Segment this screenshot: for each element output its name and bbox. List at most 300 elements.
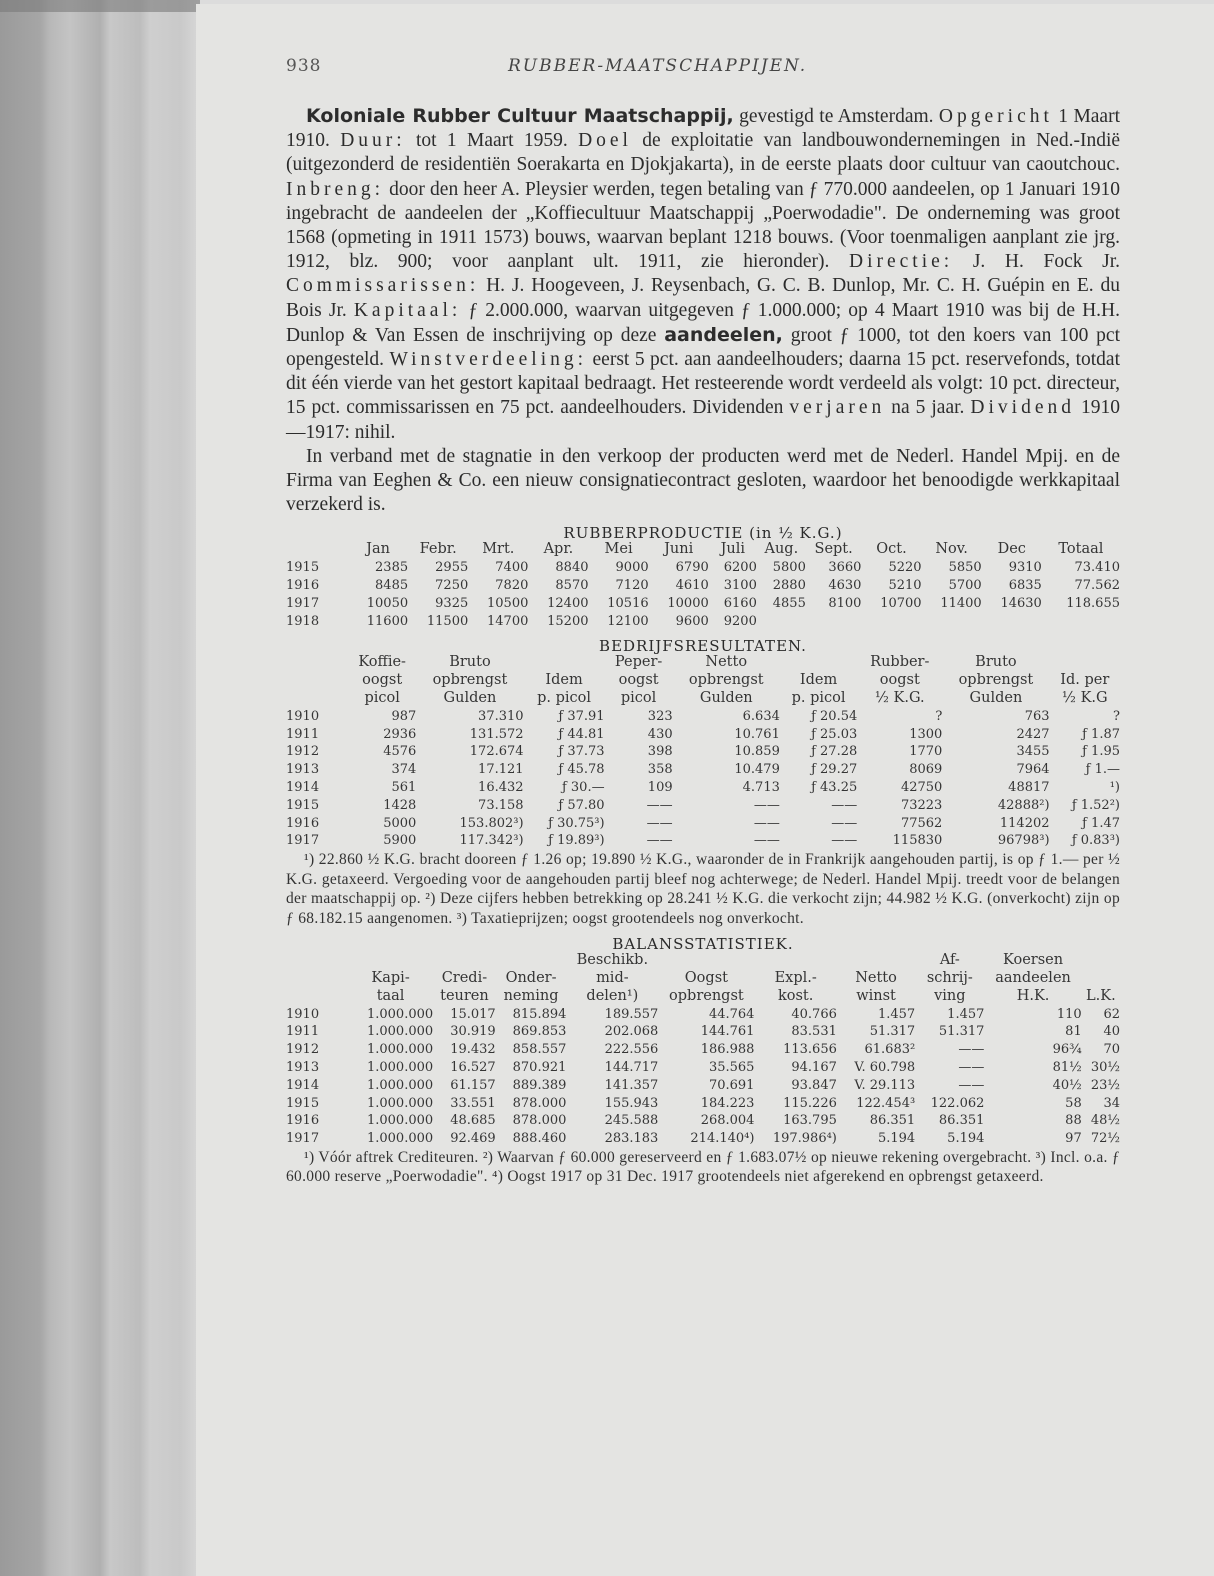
column-header xyxy=(286,541,348,559)
value-cell: 9325 xyxy=(435,595,469,611)
table-row xyxy=(286,797,1120,815)
value-cell: 73223 xyxy=(900,797,943,813)
column-header: Credi- xyxy=(441,970,488,986)
value-cell: 1428 xyxy=(383,797,417,813)
value-cell: 430 xyxy=(647,726,673,742)
section-label: Inbreng: xyxy=(286,178,385,200)
value-cell: 122.454³ xyxy=(856,1095,916,1111)
value-cell: 12400 xyxy=(547,595,589,611)
table-row xyxy=(286,1112,1120,1130)
column-header: Id. per xyxy=(1060,672,1110,689)
table-row xyxy=(286,1023,1120,1041)
value-cell: 222.556 xyxy=(604,1042,659,1058)
value-cell: —— xyxy=(831,815,858,831)
section-label: verjaren xyxy=(789,397,886,419)
value-cell: 11400 xyxy=(940,595,982,611)
value-cell: 10.479 xyxy=(734,762,780,778)
value-cell: 888.460 xyxy=(512,1131,567,1147)
value-cell: 7250 xyxy=(435,578,469,594)
value-cell: 5220 xyxy=(888,560,922,576)
column-header: ving xyxy=(934,987,966,1004)
year-cell: 1916 xyxy=(286,578,320,594)
value-cell: 40.766 xyxy=(791,1006,837,1022)
column-header xyxy=(658,952,754,970)
value-cell: 5900 xyxy=(383,833,417,849)
year-cell: 1914 xyxy=(286,1077,320,1093)
value-cell: —— xyxy=(646,797,673,813)
value-cell: 878.000 xyxy=(512,1095,567,1111)
table-row xyxy=(286,613,1120,631)
intro-paragraph xyxy=(286,104,1120,445)
balansstatistiek-title: BALANSSTATISTIEK. xyxy=(612,935,794,954)
value-cell: 77562 xyxy=(900,815,943,831)
column-header: Juni xyxy=(664,541,694,558)
column-header: Mei xyxy=(604,541,633,558)
page-number: 938 xyxy=(286,56,322,76)
value-cell: 30.919 xyxy=(450,1024,496,1040)
column-header: p. picol xyxy=(791,690,846,707)
column-header: Bruto xyxy=(975,654,1017,671)
value-cell: 763 xyxy=(1024,708,1050,724)
column-header: Onder- xyxy=(505,970,557,986)
value-cell: 92.469 xyxy=(450,1131,496,1147)
value-cell: ? xyxy=(935,708,943,724)
value-cell: 987 xyxy=(391,708,417,724)
value-cell: 37.310 xyxy=(478,708,524,724)
table-row xyxy=(286,1006,1120,1024)
company-description xyxy=(286,104,1120,517)
value-cell: 2955 xyxy=(435,560,469,576)
column-header: Rubber- xyxy=(870,654,930,671)
column-header: Jan xyxy=(366,541,390,558)
balansstatistiek-footnote xyxy=(286,1148,1120,1187)
column-header: Mrt. xyxy=(482,541,515,558)
value-cell: 70 xyxy=(1103,1042,1120,1058)
consignment-paragraph: In verband met de stagnatie in den verkoop der producten werd met de Nederl. Handel Mpij. en de Firma van Eeghen & Co. een nieuw consignatiecontract gesloten, waardoor het benoodigde werkkapitaal verzekerd is. xyxy=(286,445,1120,516)
bedrijfsresultaten-table xyxy=(286,654,1120,850)
column-header: Beschikb. xyxy=(576,952,649,969)
table-row xyxy=(286,1130,1120,1148)
value-cell: 30½ xyxy=(1090,1059,1120,1075)
value-cell: 153.802³) xyxy=(459,815,524,831)
value-cell: 61.683² xyxy=(864,1042,916,1058)
page-header xyxy=(286,56,1120,86)
column-header: oogst xyxy=(618,672,659,689)
value-cell: ƒ 25.03 xyxy=(811,726,858,742)
value-cell: 16.432 xyxy=(478,780,524,796)
column-header: Gulden xyxy=(969,690,1023,707)
table-row xyxy=(286,559,1120,577)
value-cell: 878.000 xyxy=(512,1113,567,1129)
column-header xyxy=(1050,654,1120,672)
value-cell: 8485 xyxy=(375,578,409,594)
value-cell: ? xyxy=(1113,708,1120,724)
value-cell: ƒ 30.— xyxy=(561,780,605,796)
value-cell: ƒ 44.81 xyxy=(558,726,605,742)
table-row xyxy=(286,761,1120,779)
column-header: mid- xyxy=(596,970,629,986)
column-header: Apr. xyxy=(543,541,574,558)
column-header: picol xyxy=(364,690,400,707)
value-cell: 51.317 xyxy=(938,1024,985,1040)
column-header: aandeelen xyxy=(995,970,1071,986)
year-cell: 1914 xyxy=(286,780,320,796)
column-header: oogst xyxy=(362,672,403,689)
value-cell: 70.691 xyxy=(708,1077,755,1093)
value-cell: 4855 xyxy=(772,595,806,611)
value-cell: ƒ 1.95 xyxy=(1082,744,1120,760)
value-cell xyxy=(806,613,862,631)
value-cell: 1770 xyxy=(909,744,943,760)
table-row xyxy=(286,595,1120,613)
year-cell: 1913 xyxy=(286,762,320,778)
value-cell: 83.531 xyxy=(791,1024,837,1040)
value-cell: 11500 xyxy=(426,613,469,629)
value-cell: 10700 xyxy=(880,595,922,611)
table-row xyxy=(286,832,1120,850)
year-cell: 1912 xyxy=(286,744,320,760)
value-cell: 155.943 xyxy=(604,1095,659,1111)
value-cell: 34 xyxy=(1103,1095,1120,1111)
year-cell: 1913 xyxy=(286,1059,320,1075)
year-cell: 1911 xyxy=(286,1024,320,1040)
value-cell: 1.457 xyxy=(947,1006,985,1022)
year-cell: 1917 xyxy=(286,1131,320,1147)
value-cell: 869.853 xyxy=(512,1024,567,1040)
value-cell: 6.634 xyxy=(742,708,780,724)
column-header: Af- xyxy=(939,952,960,969)
balansstatistiek-table xyxy=(286,952,1120,1148)
column-header: Idem xyxy=(799,672,838,689)
column-header xyxy=(837,952,915,970)
column-header: Idem xyxy=(545,672,583,689)
running-title: RUBBER-MAATSCHAPPIJEN. xyxy=(508,56,808,76)
column-header: picol xyxy=(620,690,657,707)
column-header xyxy=(286,988,348,1006)
value-cell: 1.000.000 xyxy=(366,1077,434,1093)
value-cell: 2880 xyxy=(772,578,806,594)
value-cell: 214.140⁴) xyxy=(690,1131,755,1147)
value-cell: ƒ 37.91 xyxy=(558,708,605,724)
value-cell: 40½ xyxy=(1052,1077,1082,1093)
section-text: 1 Maart 1910. xyxy=(286,106,1120,152)
value-cell: 118.655 xyxy=(1066,595,1120,611)
value-cell: 6835 xyxy=(1008,578,1042,594)
value-cell: 35.565 xyxy=(708,1059,755,1075)
value-cell: 6200 xyxy=(723,560,757,576)
year-cell: 1910 xyxy=(286,1006,320,1022)
value-cell: 9000 xyxy=(615,560,649,576)
value-cell: 4576 xyxy=(383,744,417,760)
column-header: kost. xyxy=(777,987,814,1004)
value-cell: 1.000.000 xyxy=(366,1006,434,1022)
value-cell xyxy=(757,613,806,631)
column-header xyxy=(433,952,496,970)
value-cell: ƒ 1.— xyxy=(1085,762,1120,778)
column-header: opbrengst xyxy=(669,987,744,1004)
value-cell: 58 xyxy=(1065,1095,1082,1111)
footnote-text: ¹) Vóór aftrek Crediteuren. ²) Waarvan ƒ 60.000 gereserveerd en ƒ 1.683.07½ op nieuwe rekening overgebracht. ³) Incl. o.a. ƒ 60.000 reserve „Poerwodadie". ⁴) Oogst 1917 op 31 Dec. 1917 grootendeels niet afgerekend en opbrengst getaxeerd. xyxy=(286,1148,1120,1186)
value-cell: 42750 xyxy=(900,780,943,796)
section-label: Kapitaal: xyxy=(353,299,462,321)
value-cell: 48.685 xyxy=(450,1113,496,1129)
value-cell: 374 xyxy=(391,762,417,778)
value-cell: —— xyxy=(831,797,858,813)
footnote-text: ¹) 22.860 ½ K.G. bracht dooreen ƒ 1.26 op; 19.890 ½ K.G., waaronder de in Frankrijk aangehouden partij, is op ƒ 1.— per ½ K.G. getaxeerd. Vergoeding voor de aangehouden partij bleef nog achterwege; de Nederl. Handel Mpij. treedt voor de belangen der maatschappij op. ²) Deze cijfers hebben betrekking op 28.241 ½ K.G. die verkocht zijn; 44.982 ½ K.G. (onverkocht) zijn op ƒ 68.182.15 aangenomen. ³) Taxatieprijzen; oogst grootendeels nog onverkocht. xyxy=(286,851,1120,927)
table-row xyxy=(286,708,1120,726)
value-cell: 2427 xyxy=(1016,726,1050,742)
column-header: ½ K.G. xyxy=(874,690,925,707)
section-text: J. H. Fock Jr. xyxy=(953,251,1120,273)
year-cell: 1917 xyxy=(286,595,320,611)
value-cell: 131.572 xyxy=(469,726,524,742)
value-cell: 561 xyxy=(391,780,417,796)
column-header: Gulden xyxy=(443,690,497,707)
table-row xyxy=(286,1041,1120,1059)
column-header: Totaal xyxy=(1058,541,1104,558)
value-cell: 88 xyxy=(1065,1113,1082,1129)
value-cell: 110 xyxy=(1056,1006,1082,1022)
year-cell: 1918 xyxy=(286,613,320,629)
value-cell: —— xyxy=(958,1077,985,1093)
value-cell: 172.674 xyxy=(469,744,524,760)
column-header: Febr. xyxy=(419,541,457,558)
value-cell: 81 xyxy=(1065,1024,1082,1040)
column-header: schrij- xyxy=(926,970,973,986)
value-cell: 5700 xyxy=(948,578,982,594)
value-cell: 81½ xyxy=(1052,1059,1082,1075)
value-cell: 15200 xyxy=(547,613,589,629)
column-header: opbrengst xyxy=(958,672,1034,689)
value-cell xyxy=(1042,613,1120,631)
value-cell: ƒ 43.25 xyxy=(811,780,858,796)
value-cell: 144.761 xyxy=(700,1024,755,1040)
column-header: Juli xyxy=(720,541,746,558)
value-cell: 93.847 xyxy=(791,1077,837,1093)
value-cell: 16.527 xyxy=(450,1059,496,1075)
year-cell: 1911 xyxy=(286,726,320,742)
value-cell: 117.342³) xyxy=(459,833,524,849)
value-cell: 5.194 xyxy=(877,1131,916,1147)
value-cell: 33.551 xyxy=(450,1095,496,1111)
value-cell: 6160 xyxy=(723,595,757,611)
section-text: H. J. Hoogeveen, J. Reysenbach, G. C. B. Dunlop, Mr. C. H. Guépin en E. du Bois Jr. xyxy=(286,275,1120,321)
column-header xyxy=(1082,970,1120,988)
value-cell: 1.000.000 xyxy=(366,1113,434,1129)
section-label: Doel xyxy=(578,130,632,152)
value-cell: 3100 xyxy=(723,578,757,594)
table-row xyxy=(286,815,1120,833)
column-header xyxy=(286,952,348,970)
section-text: door den heer A. Pleysier werden, tegen betaling van ƒ 770.000 aandeelen, op 1 Januari 1910 ingebracht de aandeelen der „Koffiecultuur Maatschappij „Poerwodadie". De onderneming was groot 1568 (opmeting in 1911 1573) bouws, waarvan beplant 1218 bouws. (Voor toenmaligen aanplant zie jrg. 1912, blz. 900; voor aanplant ult. 1911, zie hieronder). xyxy=(286,178,1120,273)
column-header: opbrengst xyxy=(688,672,764,689)
table-row xyxy=(286,779,1120,797)
value-cell: 42888²) xyxy=(997,797,1050,813)
value-cell: 889.389 xyxy=(512,1077,567,1093)
column-header: Aug. xyxy=(764,541,799,558)
value-cell: 77.562 xyxy=(1074,578,1120,594)
section-label: Opgericht xyxy=(938,106,1053,127)
value-cell: 5.194 xyxy=(947,1131,985,1147)
column-header xyxy=(754,952,836,970)
column-header: neming xyxy=(503,987,559,1004)
column-header: Netto xyxy=(705,654,748,671)
value-cell: 5210 xyxy=(888,578,922,594)
value-cell: ƒ 0.83³) xyxy=(1071,833,1120,849)
value-cell: —— xyxy=(753,815,780,831)
value-cell: V. 29.113 xyxy=(854,1077,916,1093)
value-cell: 72½ xyxy=(1090,1131,1120,1147)
value-cell: 109 xyxy=(647,780,673,796)
value-cell: 48½ xyxy=(1090,1113,1120,1129)
value-cell: 73.158 xyxy=(478,797,524,813)
value-cell: 5850 xyxy=(948,560,982,576)
value-cell: 61.157 xyxy=(450,1077,496,1093)
section-label: Winstverdeeling: xyxy=(389,349,588,371)
column-header: Gulden xyxy=(699,690,753,707)
value-cell: —— xyxy=(646,833,673,849)
section-label: Duur: xyxy=(340,130,406,152)
value-cell: 12100 xyxy=(607,613,649,629)
column-header: Expl.- xyxy=(774,970,817,986)
column-header xyxy=(286,654,348,672)
section-text: eerst 5 pct. aan aandeelhouders; daarna 15 pct. reservefonds, totdat dit één vierde van het gestort kapitaal bedraagt. Het resteerende wordt verdeeld als volgt: 10 pct. directeur, 15 pct. commissarissen en 75 pct. aandeelhouders. Dividenden xyxy=(286,349,1121,419)
section-label: Dividend xyxy=(970,397,1075,419)
column-header: p. picol xyxy=(537,690,592,707)
value-cell: 4630 xyxy=(828,578,862,594)
table-row xyxy=(286,577,1120,595)
column-header: Koffie- xyxy=(358,654,406,671)
header-row xyxy=(286,952,1120,970)
value-cell: 189.557 xyxy=(604,1006,659,1022)
value-cell: 398 xyxy=(647,744,673,760)
value-cell: 283.183 xyxy=(604,1131,659,1147)
column-header: taal xyxy=(376,987,405,1004)
table-row xyxy=(286,1095,1120,1113)
value-cell: 9200 xyxy=(723,613,757,629)
value-cell: 2385 xyxy=(375,560,409,576)
table-row xyxy=(286,726,1120,744)
value-cell: 870.921 xyxy=(512,1059,567,1075)
value-cell: 5000 xyxy=(383,815,417,831)
value-cell: 2936 xyxy=(383,726,417,742)
value-cell: 3455 xyxy=(1016,744,1050,760)
value-cell: 1.000.000 xyxy=(366,1059,434,1075)
value-cell: 14630 xyxy=(1000,595,1042,611)
value-cell: 6790 xyxy=(675,560,709,576)
value-cell: 1.457 xyxy=(877,1006,916,1022)
value-cell: 1.000.000 xyxy=(366,1131,434,1147)
year-cell: 1916 xyxy=(286,815,320,831)
value-cell: 184.223 xyxy=(700,1095,755,1111)
column-header: Nov. xyxy=(935,541,968,558)
value-cell: —— xyxy=(958,1059,985,1075)
value-cell: 1.000.000 xyxy=(366,1042,434,1058)
value-cell: 3660 xyxy=(828,560,862,576)
value-cell: 245.588 xyxy=(604,1113,659,1129)
column-header xyxy=(286,970,348,988)
year-cell: 1912 xyxy=(286,1042,320,1058)
value-cell: 186.988 xyxy=(700,1042,755,1058)
value-cell: 62 xyxy=(1103,1006,1120,1022)
value-cell: 44.764 xyxy=(708,1006,755,1022)
column-header: H.K. xyxy=(1016,987,1050,1004)
value-cell: 4610 xyxy=(675,578,709,594)
column-header xyxy=(524,654,605,672)
value-cell: 17.121 xyxy=(478,762,524,778)
value-cell: 4.713 xyxy=(742,780,780,796)
header-row xyxy=(286,541,1120,559)
value-cell: 15.017 xyxy=(450,1006,496,1022)
column-header: Sept. xyxy=(814,541,853,558)
value-cell: ƒ 57.80 xyxy=(558,797,605,813)
value-cell: 14700 xyxy=(487,613,529,629)
section-text: 1910—1917: nihil. xyxy=(286,397,1120,443)
value-cell: 114202 xyxy=(999,815,1050,831)
book-edge xyxy=(0,0,200,12)
value-cell: 40 xyxy=(1103,1024,1120,1040)
year-cell: 1915 xyxy=(286,560,320,576)
column-header xyxy=(286,690,348,708)
value-cell: ƒ 1.87 xyxy=(1082,726,1120,742)
value-cell: 86.351 xyxy=(869,1113,916,1129)
value-cell: 48817 xyxy=(1008,780,1050,796)
value-cell: 815.894 xyxy=(512,1006,567,1022)
value-cell: 10050 xyxy=(366,595,409,611)
value-cell: 358 xyxy=(647,762,673,778)
header-row xyxy=(286,654,1120,672)
year-cell: 1916 xyxy=(286,1113,320,1129)
value-cell: 97 xyxy=(1065,1131,1082,1147)
value-cell: 7820 xyxy=(495,578,529,594)
column-header: Kapi- xyxy=(371,970,410,986)
table-row xyxy=(286,1077,1120,1095)
value-cell: 8570 xyxy=(555,578,589,594)
value-cell: 9600 xyxy=(675,613,709,629)
section-text: gevestigd te Amsterdam. xyxy=(733,106,939,127)
column-header xyxy=(780,654,857,672)
value-cell: 96¾ xyxy=(1052,1042,1082,1058)
value-cell: 10000 xyxy=(667,595,709,611)
value-cell: 51.317 xyxy=(869,1024,916,1040)
bedrijfsresultaten-title: BEDRIJFSRESULTATEN. xyxy=(599,637,807,656)
value-cell: 94.167 xyxy=(791,1059,837,1075)
value-cell: 163.795 xyxy=(783,1113,837,1129)
section-text: de exploitatie van landbouwondernemingen in Ned.-Indië (uitgezonderd de residentiën Soerakarta en Djokjakarta), in de eerste plaats door cultuur van caoutchouc. xyxy=(286,130,1121,176)
column-header: ½ K.G xyxy=(1061,690,1108,707)
value-cell: ¹) xyxy=(1109,780,1120,796)
page-content xyxy=(286,56,1120,1187)
column-header: Koersen xyxy=(1003,952,1064,969)
value-cell: 5800 xyxy=(772,560,806,576)
column-header: Netto xyxy=(855,970,897,986)
value-cell: 858.557 xyxy=(512,1042,567,1058)
header-row xyxy=(286,988,1120,1006)
section-label: Directie: xyxy=(849,251,954,273)
section-text: groot ƒ 1000, tot den koers van 100 pct opengesteld. xyxy=(286,324,1120,371)
value-cell: ƒ 27.28 xyxy=(811,744,858,760)
value-cell: 96798³) xyxy=(997,833,1050,849)
value-cell: 10.859 xyxy=(734,744,780,760)
bedrijfsresultaten-footnote xyxy=(286,850,1120,928)
value-cell: 10516 xyxy=(607,595,649,611)
value-cell: —— xyxy=(958,1042,985,1058)
value-cell: ƒ 37.73 xyxy=(558,744,605,760)
value-cell: 7964 xyxy=(1016,762,1050,778)
value-cell: 268.004 xyxy=(700,1113,755,1129)
year-cell: 1917 xyxy=(286,833,320,849)
value-cell: 8069 xyxy=(909,762,943,778)
